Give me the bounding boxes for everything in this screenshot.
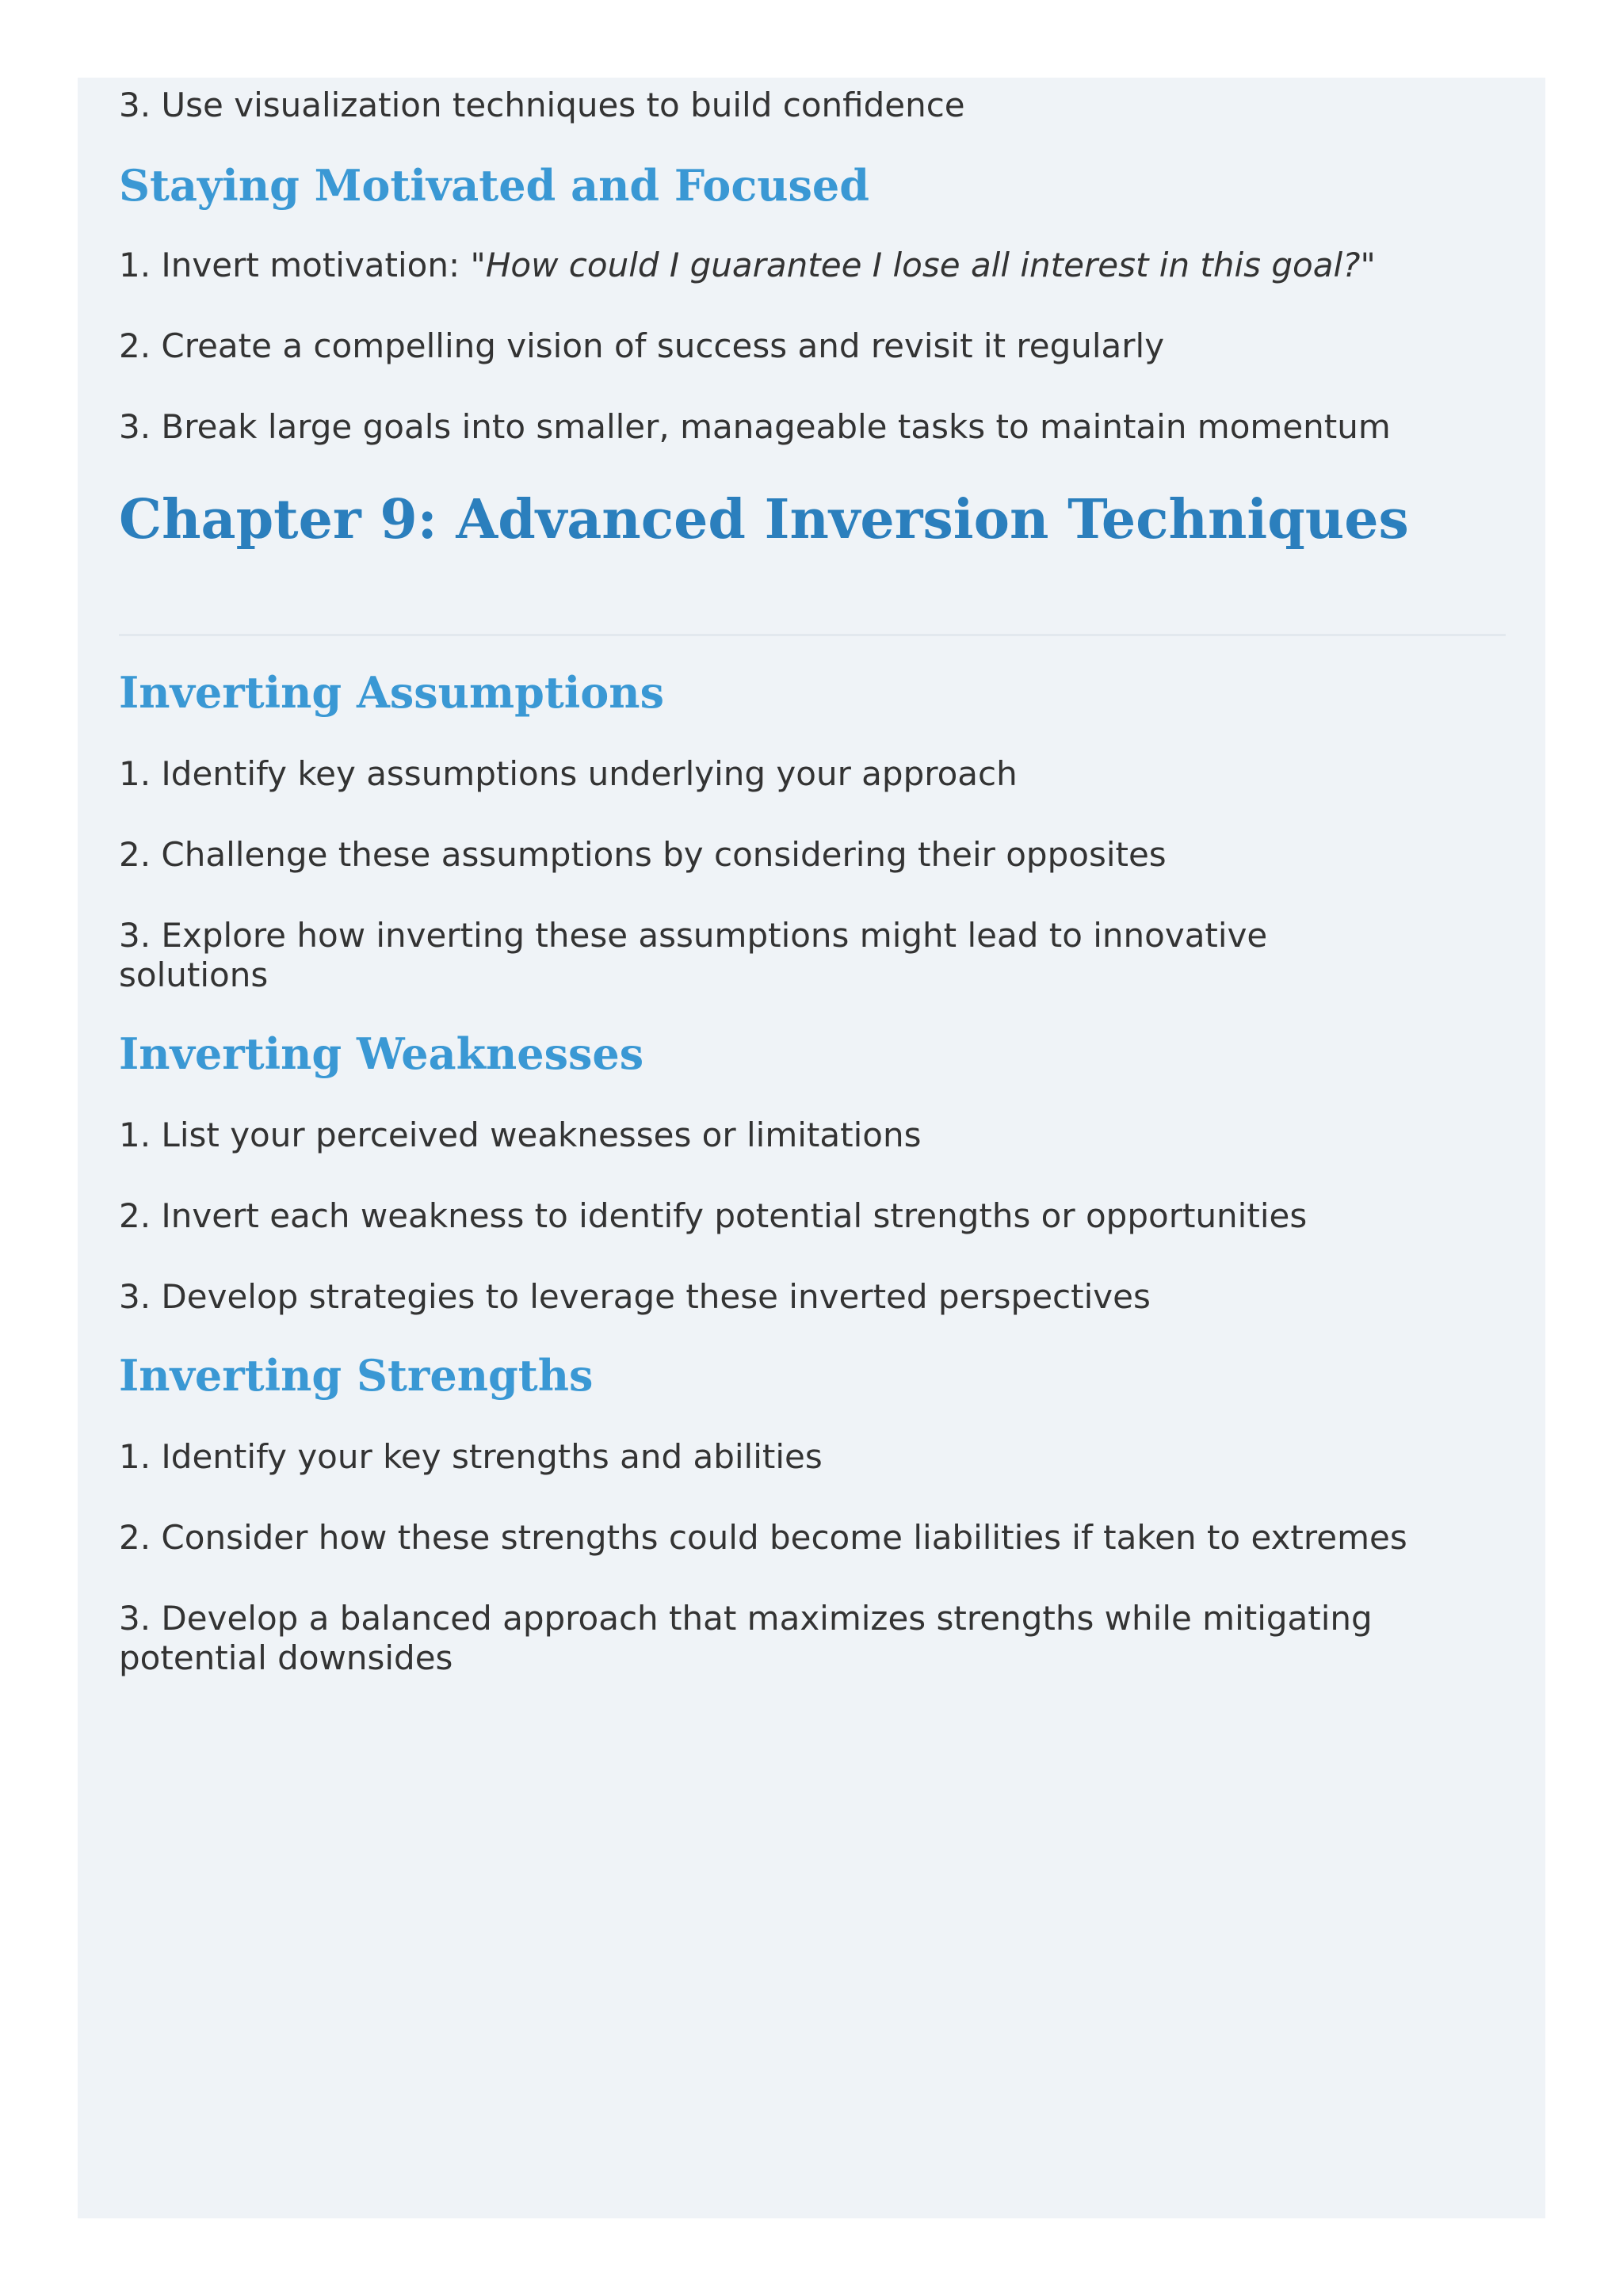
list-item-text: 1. Invert motivation: ": [119, 246, 486, 284]
list-item: 3. Develop strategies to leverage these inverted perspectives: [119, 1277, 1151, 1316]
section-heading: Inverting Weaknesses: [119, 1028, 644, 1079]
chapter-title: Chapter 9: Advanced Inversion Techniques: [119, 488, 1409, 551]
list-item: [119, 246, 1506, 285]
list-item: 3. Break large goals into smaller, manageable tasks to maintain momentum: [119, 407, 1391, 446]
list-item: 3. Explore how inverting these assumptions might lead to innovative solutions: [119, 916, 1268, 994]
list-item: 1. Identify your key strengths and abilities: [119, 1437, 823, 1476]
section-heading: Inverting Assumptions: [119, 667, 664, 718]
list-item: 2. Consider how these strengths could become liabilities if taken to extremes: [119, 1518, 1407, 1557]
list-item: 3. Use visualization techniques to build confidence: [119, 86, 965, 124]
list-item: 2. Create a compelling vision of success and revisit it regularly: [119, 326, 1165, 365]
list-item: 2. Challenge these assumptions by considering their opposites: [119, 835, 1167, 874]
list-item: 1. Identify key assumptions underlying your approach: [119, 754, 1018, 793]
list-item: 3. Develop a balanced approach that maximizes strengths while mitigating potential downsides: [119, 1599, 1373, 1677]
list-item: 2. Invert each weakness to identify potential strengths or opportunities: [119, 1196, 1308, 1235]
list-item: 1. List your perceived weaknesses or limitations: [119, 1116, 922, 1154]
list-item-quote: How could I guarantee I lose all interest in this goal?: [485, 246, 1361, 284]
section-heading: Inverting Strengths: [119, 1350, 594, 1401]
document-content: [119, 78, 1506, 1678]
section-heading: Staying Motivated and Focused: [119, 160, 869, 211]
list-item-text: ": [1360, 246, 1376, 284]
